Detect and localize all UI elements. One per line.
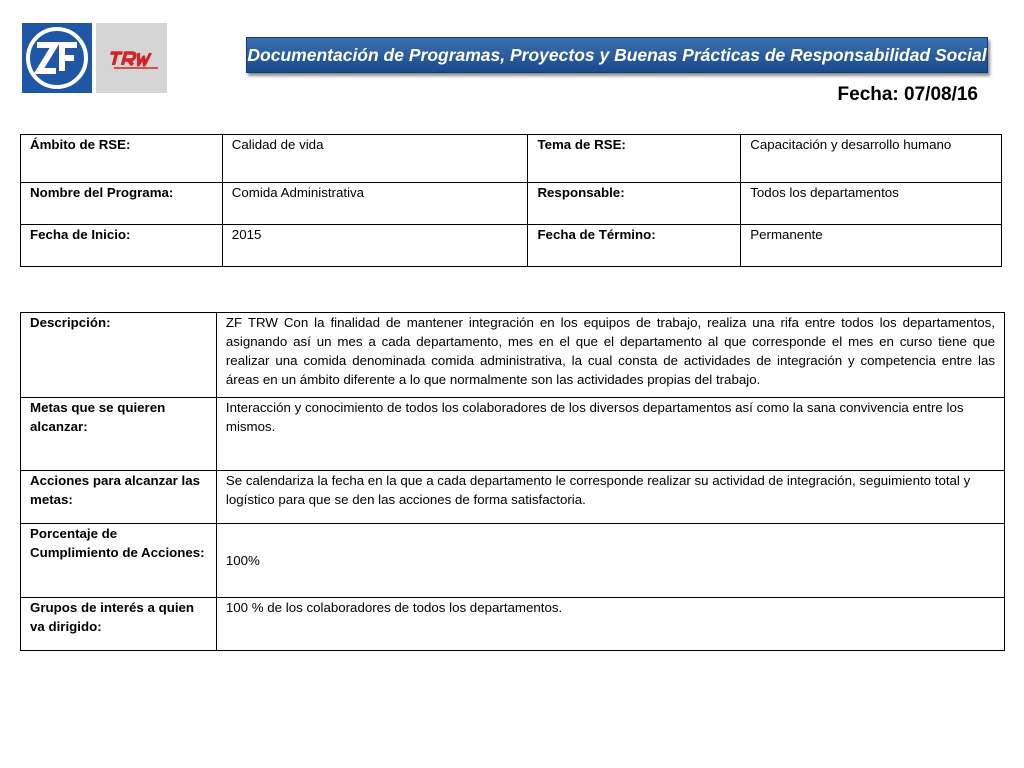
nombre-value: Comida Administrativa xyxy=(222,183,528,225)
inicio-value: 2015 xyxy=(222,225,528,267)
descripcion-label: Descripción: xyxy=(21,313,217,398)
nombre-label: Nombre del Programa: xyxy=(21,183,223,225)
table-row xyxy=(21,398,1005,471)
tema-label: Tema de RSE: xyxy=(528,135,741,183)
ambito-value: Calidad de vida xyxy=(222,135,528,183)
zf-logo-mark xyxy=(22,23,92,93)
acciones-label: Acciones para alcanzar las metas: xyxy=(21,471,217,524)
table-row xyxy=(21,524,1005,598)
porcentaje-label: Porcentaje de Cumplimiento de Acciones: xyxy=(21,524,217,598)
metas-value: Interacción y conocimiento de todos los colaboradores de los diversos departamentos así como la sana convivencia entre los mismos. xyxy=(216,398,1004,471)
program-info-table xyxy=(20,134,1002,267)
metas-label: Metas que se quieren alcanzar: xyxy=(21,398,217,471)
table-row xyxy=(21,471,1005,524)
grupos-value: 100 % de los colaboradores de todos los departamentos. xyxy=(216,598,1004,651)
termino-label: Fecha de Término: xyxy=(528,225,741,267)
table-row xyxy=(21,225,1002,267)
ambito-label: Ámbito de RSE: xyxy=(21,135,223,183)
tema-value: Capacitación y desarrollo humano xyxy=(741,135,1002,183)
page-title-banner: Documentación de Programas, Proyectos y Buenas Prácticas de Responsabilidad Social xyxy=(246,37,988,73)
table-row xyxy=(21,135,1002,183)
table-row xyxy=(21,183,1002,225)
grupos-label: Grupos de interés a quien va dirigido: xyxy=(21,598,217,651)
zf-logo xyxy=(22,23,92,93)
descripcion-value: ZF TRW Con la finalidad de mantener integración en los equipos de trabajo, realiza una rifa entre todos los departamentos, asignando así un mes a cada departamento, mes en el que el departamento al que corresponde el mes en curso tiene que realizar una comida denominada comida administrativa, la cual consta de actividades de integración y competencia entre las áreas en un ámbito diferente a lo que normalmente son las actividades propias del trabajo. xyxy=(216,313,1004,398)
program-details-table xyxy=(20,312,1005,651)
responsable-value: Todos los departamentos xyxy=(741,183,1002,225)
acciones-value: Se calendariza la fecha en la que a cada departamento le corresponde realizar su actividad de integración, seguimiento total y logístico para que se den las acciones de forma satisfactoria. xyxy=(216,471,1004,524)
responsable-label: Responsable: xyxy=(528,183,741,225)
table-row xyxy=(21,598,1005,651)
termino-value: Permanente xyxy=(741,225,1002,267)
trw-logo-mark xyxy=(96,23,167,93)
inicio-label: Fecha de Inicio: xyxy=(21,225,223,267)
porcentaje-value: 100% xyxy=(216,524,1004,598)
trw-logo xyxy=(96,23,167,93)
document-date: Fecha: 07/08/16 xyxy=(837,84,978,105)
table-row xyxy=(21,313,1005,398)
